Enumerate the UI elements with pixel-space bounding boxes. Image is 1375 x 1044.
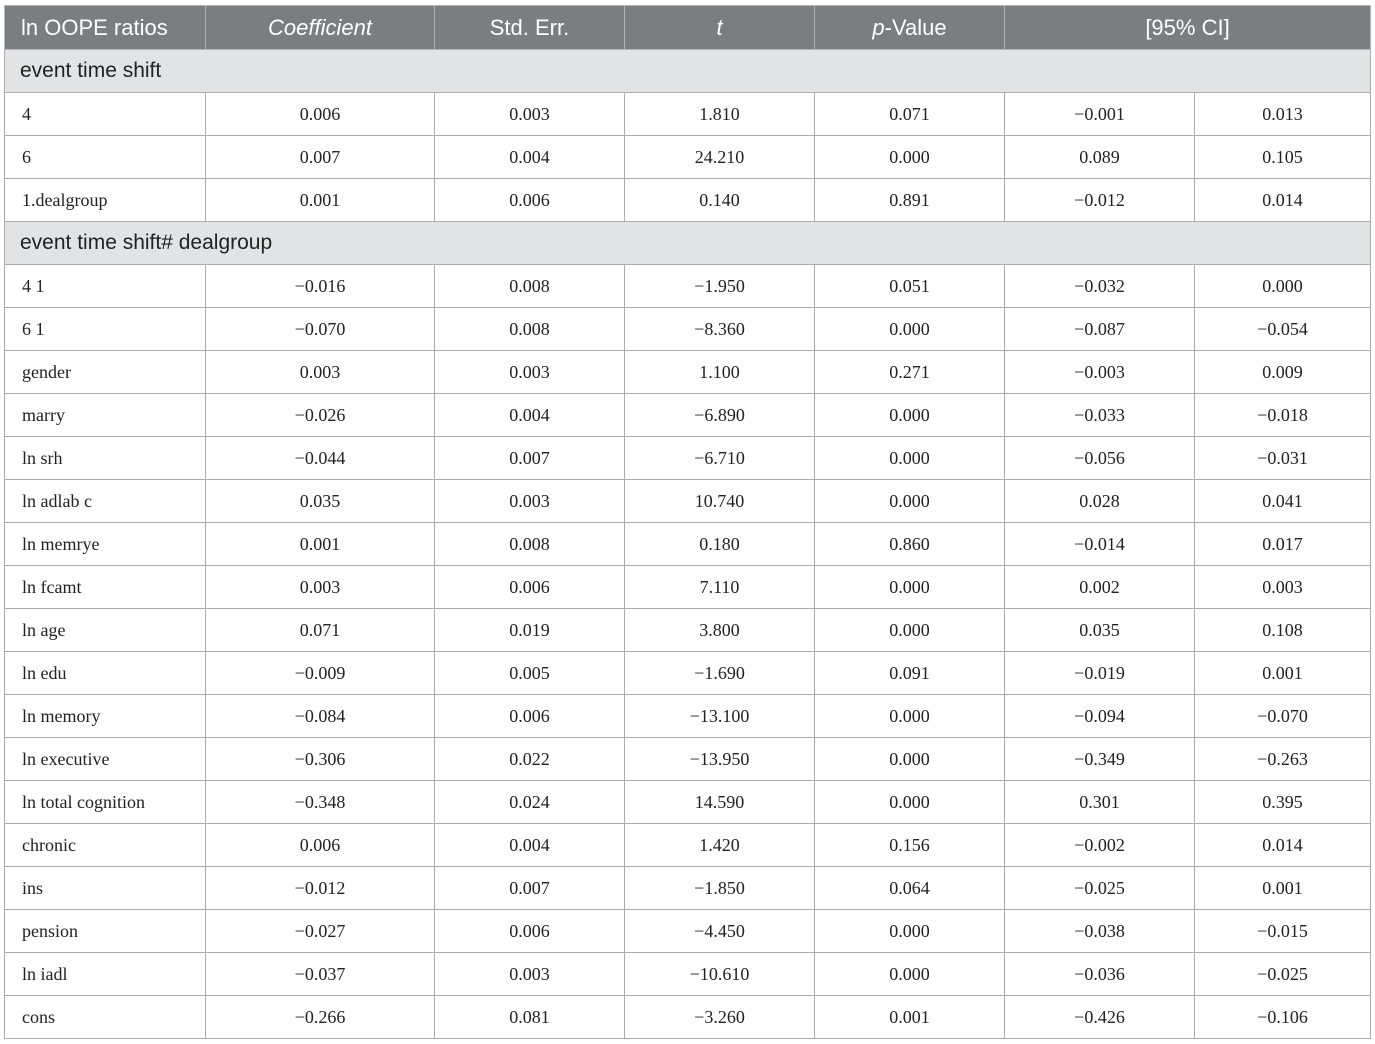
cell-ci-low: 0.002 — [1005, 566, 1195, 609]
header-p-suffix: -Value — [884, 14, 947, 40]
cell-ci-low: −0.056 — [1005, 437, 1195, 480]
cell-p-value: 0.271 — [815, 351, 1005, 394]
cell-ci-high: 0.105 — [1195, 136, 1371, 179]
cell-ci-high: 0.003 — [1195, 566, 1371, 609]
cell-p-value: 0.891 — [815, 179, 1005, 222]
cell-coefficient: −0.012 — [206, 867, 435, 910]
cell-t: −8.360 — [625, 308, 815, 351]
header-std-err: Std. Err. — [435, 6, 625, 50]
cell-ci-high: −0.018 — [1195, 394, 1371, 437]
cell-p-value: 0.000 — [815, 394, 1005, 437]
cell-coefficient: −0.026 — [206, 394, 435, 437]
cell-p-value: 0.000 — [815, 136, 1005, 179]
cell-p-value: 0.064 — [815, 867, 1005, 910]
cell-ci-low: −0.014 — [1005, 523, 1195, 566]
cell-ci-low: −0.094 — [1005, 695, 1195, 738]
cell-ci-low: −0.087 — [1005, 308, 1195, 351]
cell-ci-high: 0.009 — [1195, 351, 1371, 394]
cell-std-err: 0.081 — [435, 996, 625, 1039]
cell-std-err: 0.022 — [435, 738, 625, 781]
cell-coefficient: 0.003 — [206, 351, 435, 394]
row-label: ln executive — [5, 738, 206, 781]
cell-ci-high: −0.054 — [1195, 308, 1371, 351]
cell-std-err: 0.006 — [435, 910, 625, 953]
cell-std-err: 0.005 — [435, 652, 625, 695]
cell-t: 14.590 — [625, 781, 815, 824]
table-row — [5, 824, 1371, 867]
cell-p-value: 0.000 — [815, 695, 1005, 738]
table-row — [5, 179, 1371, 222]
table-header — [5, 6, 1371, 50]
cell-ci-high: 0.108 — [1195, 609, 1371, 652]
cell-std-err: 0.004 — [435, 824, 625, 867]
cell-std-err: 0.003 — [435, 351, 625, 394]
cell-ci-low: −0.025 — [1005, 867, 1195, 910]
table-row — [5, 781, 1371, 824]
table-row — [5, 652, 1371, 695]
table-row — [5, 910, 1371, 953]
cell-ci-high: −0.025 — [1195, 953, 1371, 996]
header-coefficient: Coefficient — [206, 6, 435, 50]
cell-std-err: 0.003 — [435, 93, 625, 136]
cell-p-value: 0.001 — [815, 996, 1005, 1039]
cell-ci-high: 0.013 — [1195, 93, 1371, 136]
table-row — [5, 996, 1371, 1039]
cell-p-value: 0.000 — [815, 738, 1005, 781]
table-row — [5, 351, 1371, 394]
table-row — [5, 609, 1371, 652]
cell-std-err: 0.007 — [435, 437, 625, 480]
cell-coefficient: −0.266 — [206, 996, 435, 1039]
cell-t: 0.180 — [625, 523, 815, 566]
cell-std-err: 0.008 — [435, 308, 625, 351]
cell-p-value: 0.000 — [815, 308, 1005, 351]
cell-std-err: 0.006 — [435, 566, 625, 609]
cell-coefficient: 0.006 — [206, 824, 435, 867]
row-label: chronic — [5, 824, 206, 867]
table-row — [5, 93, 1371, 136]
table-row — [5, 265, 1371, 308]
cell-coefficient: 0.035 — [206, 480, 435, 523]
cell-p-value: 0.000 — [815, 609, 1005, 652]
cell-ci-low: −0.349 — [1005, 738, 1195, 781]
cell-ci-high: −0.070 — [1195, 695, 1371, 738]
cell-ci-low: −0.426 — [1005, 996, 1195, 1039]
cell-p-value: 0.000 — [815, 437, 1005, 480]
cell-t: 24.210 — [625, 136, 815, 179]
cell-ci-low: −0.001 — [1005, 93, 1195, 136]
cell-coefficient: −0.306 — [206, 738, 435, 781]
cell-p-value: 0.156 — [815, 824, 1005, 867]
cell-ci-high: 0.000 — [1195, 265, 1371, 308]
section-row — [5, 222, 1371, 265]
section-title: event time shift — [5, 50, 1371, 93]
cell-t: 10.740 — [625, 480, 815, 523]
header-t: t — [625, 6, 815, 50]
table-row — [5, 394, 1371, 437]
cell-std-err: 0.004 — [435, 136, 625, 179]
row-label: ln age — [5, 609, 206, 652]
row-label: 6 — [5, 136, 206, 179]
table-row — [5, 566, 1371, 609]
row-label: ln srh — [5, 437, 206, 480]
cell-ci-high: −0.031 — [1195, 437, 1371, 480]
header-p-value — [815, 6, 1005, 50]
row-label: marry — [5, 394, 206, 437]
table-row — [5, 308, 1371, 351]
cell-ci-high: 0.395 — [1195, 781, 1371, 824]
cell-ci-high: 0.041 — [1195, 480, 1371, 523]
cell-t: 1.810 — [625, 93, 815, 136]
cell-ci-high: 0.001 — [1195, 867, 1371, 910]
cell-ci-low: −0.003 — [1005, 351, 1195, 394]
regression-table — [4, 5, 1371, 1039]
table-row — [5, 136, 1371, 179]
cell-ci-low: −0.032 — [1005, 265, 1195, 308]
cell-ci-high: 0.014 — [1195, 824, 1371, 867]
section-row — [5, 50, 1371, 93]
cell-ci-low: 0.028 — [1005, 480, 1195, 523]
cell-std-err: 0.019 — [435, 609, 625, 652]
cell-std-err: 0.006 — [435, 179, 625, 222]
cell-coefficient: 0.003 — [206, 566, 435, 609]
cell-coefficient: −0.084 — [206, 695, 435, 738]
cell-p-value: 0.000 — [815, 566, 1005, 609]
row-label: ln iadl — [5, 953, 206, 996]
cell-p-value: 0.051 — [815, 265, 1005, 308]
cell-t: −13.950 — [625, 738, 815, 781]
cell-p-value: 0.071 — [815, 93, 1005, 136]
cell-p-value: 0.000 — [815, 781, 1005, 824]
cell-t: 1.100 — [625, 351, 815, 394]
cell-coefficient: 0.007 — [206, 136, 435, 179]
cell-t: 1.420 — [625, 824, 815, 867]
row-label: ln edu — [5, 652, 206, 695]
cell-std-err: 0.003 — [435, 953, 625, 996]
row-label: cons — [5, 996, 206, 1039]
cell-p-value: 0.000 — [815, 953, 1005, 996]
cell-coefficient: −0.027 — [206, 910, 435, 953]
table-row — [5, 695, 1371, 738]
cell-ci-high: 0.017 — [1195, 523, 1371, 566]
cell-t: −1.690 — [625, 652, 815, 695]
row-label: ln adlab c — [5, 480, 206, 523]
row-label: ln memrye — [5, 523, 206, 566]
cell-std-err: 0.007 — [435, 867, 625, 910]
cell-t: −1.950 — [625, 265, 815, 308]
table-row — [5, 437, 1371, 480]
cell-t: −6.710 — [625, 437, 815, 480]
header-row — [5, 6, 1371, 50]
cell-coefficient: −0.016 — [206, 265, 435, 308]
cell-coefficient: −0.009 — [206, 652, 435, 695]
table-row — [5, 523, 1371, 566]
cell-std-err: 0.008 — [435, 523, 625, 566]
row-label: 6 1 — [5, 308, 206, 351]
cell-ci-low: −0.033 — [1005, 394, 1195, 437]
cell-ci-low: −0.038 — [1005, 910, 1195, 953]
header-p-prefix: p — [872, 14, 885, 40]
table-row — [5, 867, 1371, 910]
cell-t: 3.800 — [625, 609, 815, 652]
cell-ci-high: 0.001 — [1195, 652, 1371, 695]
section-title: event time shift# dealgroup — [5, 222, 1371, 265]
header-variable: ln OOPE ratios — [5, 6, 206, 50]
cell-t: −6.890 — [625, 394, 815, 437]
cell-ci-low: 0.089 — [1005, 136, 1195, 179]
cell-std-err: 0.024 — [435, 781, 625, 824]
cell-ci-high: −0.015 — [1195, 910, 1371, 953]
row-label: 4 1 — [5, 265, 206, 308]
row-label: ln total cognition — [5, 781, 206, 824]
cell-ci-high: 0.014 — [1195, 179, 1371, 222]
cell-ci-low: 0.301 — [1005, 781, 1195, 824]
cell-t: −13.100 — [625, 695, 815, 738]
cell-p-value: 0.860 — [815, 523, 1005, 566]
cell-ci-high: −0.263 — [1195, 738, 1371, 781]
row-label: ln fcamt — [5, 566, 206, 609]
cell-p-value: 0.091 — [815, 652, 1005, 695]
cell-ci-low: −0.012 — [1005, 179, 1195, 222]
row-label: 1.dealgroup — [5, 179, 206, 222]
row-label: ins — [5, 867, 206, 910]
cell-std-err: 0.008 — [435, 265, 625, 308]
cell-t: −1.850 — [625, 867, 815, 910]
cell-t: 7.110 — [625, 566, 815, 609]
cell-coefficient: −0.044 — [206, 437, 435, 480]
cell-coefficient: 0.001 — [206, 179, 435, 222]
cell-t: −3.260 — [625, 996, 815, 1039]
row-label: pension — [5, 910, 206, 953]
cell-std-err: 0.006 — [435, 695, 625, 738]
table-body — [5, 50, 1371, 1039]
cell-coefficient: −0.037 — [206, 953, 435, 996]
cell-std-err: 0.003 — [435, 480, 625, 523]
cell-ci-high: −0.106 — [1195, 996, 1371, 1039]
table-row — [5, 738, 1371, 781]
cell-ci-low: −0.019 — [1005, 652, 1195, 695]
cell-coefficient: 0.006 — [206, 93, 435, 136]
cell-coefficient: 0.071 — [206, 609, 435, 652]
cell-ci-low: −0.002 — [1005, 824, 1195, 867]
row-label: 4 — [5, 93, 206, 136]
cell-t: −4.450 — [625, 910, 815, 953]
cell-t: 0.140 — [625, 179, 815, 222]
cell-coefficient: −0.348 — [206, 781, 435, 824]
cell-ci-low: 0.035 — [1005, 609, 1195, 652]
table-row — [5, 953, 1371, 996]
cell-ci-low: −0.036 — [1005, 953, 1195, 996]
row-label: ln memory — [5, 695, 206, 738]
cell-p-value: 0.000 — [815, 910, 1005, 953]
header-ci: [95% CI] — [1005, 6, 1371, 50]
cell-p-value: 0.000 — [815, 480, 1005, 523]
row-label: gender — [5, 351, 206, 394]
cell-coefficient: 0.001 — [206, 523, 435, 566]
table-row — [5, 480, 1371, 523]
cell-coefficient: −0.070 — [206, 308, 435, 351]
cell-std-err: 0.004 — [435, 394, 625, 437]
cell-t: −10.610 — [625, 953, 815, 996]
